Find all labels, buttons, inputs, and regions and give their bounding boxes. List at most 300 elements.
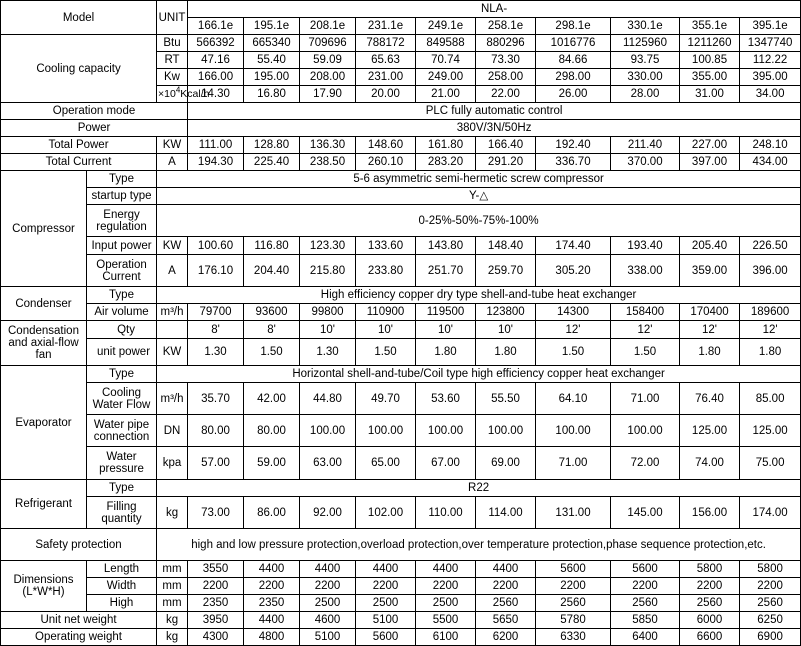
value-cell: 195.00 — [244, 69, 300, 86]
value-cell: 14300 — [536, 304, 611, 321]
value-cell: 100.85 — [680, 52, 740, 69]
value-cell: 193.40 — [611, 237, 680, 255]
compressor-input-row — [1, 237, 801, 255]
value-cell: 22.00 — [476, 86, 536, 103]
value-cell: 2200 — [416, 578, 476, 595]
compressor-current-row — [1, 255, 801, 287]
unit-cell: A — [157, 154, 188, 171]
value-cell: 5100 — [356, 612, 416, 629]
value-cell: 4400 — [300, 561, 356, 578]
value-cell: 709696 — [300, 35, 356, 52]
value-cell: 5600 — [536, 561, 611, 578]
value-cell: 5780 — [536, 612, 611, 629]
value-cell: 31.00 — [680, 86, 740, 103]
value-cell: 174.40 — [536, 237, 611, 255]
net-weight-row — [1, 612, 801, 629]
total-current-label: Total Current — [1, 154, 157, 171]
value-cell: 34.00 — [740, 86, 801, 103]
value-cell: 35.70 — [188, 383, 244, 415]
value-cell: 6250 — [740, 612, 801, 629]
value-cell: 93600 — [244, 304, 300, 321]
value-cell: 161.80 — [416, 137, 476, 154]
value-cell: 566392 — [188, 35, 244, 52]
compressor-startup-row — [1, 188, 801, 205]
model-cell: 195.1e — [244, 18, 300, 35]
operating-weight-row — [1, 629, 801, 646]
value-cell: 2500 — [356, 595, 416, 612]
water-pressure-label: Water pressure — [87, 447, 157, 480]
value-cell: 338.00 — [611, 255, 680, 287]
cooling-btu-row — [1, 35, 801, 52]
length-label: Length — [87, 561, 157, 578]
value-cell: 176.10 — [188, 255, 244, 287]
value-cell: 2200 — [356, 578, 416, 595]
value-cell: 370.00 — [611, 154, 680, 171]
value-cell: 53.60 — [416, 383, 476, 415]
value-cell: 5850 — [611, 612, 680, 629]
value-cell: 166.40 — [476, 137, 536, 154]
value-cell: 248.10 — [740, 137, 801, 154]
operation-current-label: Operation Current — [87, 255, 157, 287]
value-cell: 397.00 — [680, 154, 740, 171]
condenser-air-row — [1, 304, 801, 321]
value-cell: 156.00 — [680, 497, 740, 529]
value-cell: 6400 — [611, 629, 680, 646]
value-cell: 6000 — [680, 612, 740, 629]
fan-power-row — [1, 339, 801, 366]
value-cell: 3950 — [188, 612, 244, 629]
value-cell: 2200 — [476, 578, 536, 595]
value-cell: 211.40 — [611, 137, 680, 154]
value-cell: 2560 — [680, 595, 740, 612]
value-cell: 5800 — [740, 561, 801, 578]
unit-header: UNIT — [157, 1, 188, 35]
refrigerant-type-value: R22 — [157, 480, 801, 497]
unit-cell: m³/h — [157, 383, 188, 415]
value-cell: 4400 — [476, 561, 536, 578]
series-name: NLA- — [188, 1, 801, 18]
power-row — [1, 120, 801, 137]
value-cell: 1.80 — [416, 339, 476, 366]
value-cell: 231.00 — [356, 69, 416, 86]
value-cell: 5500 — [416, 612, 476, 629]
model-cell: 395.1e — [740, 18, 801, 35]
value-cell: 2200 — [300, 578, 356, 595]
value-cell: 59.00 — [244, 447, 300, 480]
value-cell: 67.00 — [416, 447, 476, 480]
value-cell: 2200 — [536, 578, 611, 595]
value-cell: 72.00 — [611, 447, 680, 480]
value-cell: 93.75 — [611, 52, 680, 69]
evaporator-type-row — [1, 366, 801, 383]
model-cell: 208.1e — [300, 18, 356, 35]
fan-label: Condensation and axial-flow fan — [1, 321, 87, 366]
compressor-type-value: 5-6 asymmetric semi-hermetic screw compressor — [157, 171, 801, 188]
value-cell: 260.10 — [356, 154, 416, 171]
air-volume-label: Air volume — [87, 304, 157, 321]
value-cell: 227.00 — [680, 137, 740, 154]
value-cell: 305.20 — [536, 255, 611, 287]
condenser-type-label: Type — [87, 287, 157, 304]
safety-value: high and low pressure protection,overload protection,over temperature protection,phase sequence protection,etc. — [157, 529, 801, 561]
value-cell: 2560 — [536, 595, 611, 612]
unit-cell: KW — [157, 237, 188, 255]
value-cell: 298.00 — [536, 69, 611, 86]
fan-power-label: unit power — [87, 339, 157, 366]
value-cell: 4400 — [416, 561, 476, 578]
kcal-unit-sup: 4 — [175, 85, 181, 95]
value-cell: 20.00 — [356, 86, 416, 103]
value-cell: 291.20 — [476, 154, 536, 171]
model-cell: 298.1e — [536, 18, 611, 35]
refrigerant-type-row — [1, 480, 801, 497]
value-cell: 166.00 — [188, 69, 244, 86]
filling-quantity-label: Filling quantity — [87, 497, 157, 529]
value-cell: 4300 — [188, 629, 244, 646]
value-cell: 2500 — [300, 595, 356, 612]
value-cell: 4400 — [356, 561, 416, 578]
value-cell: 1.50 — [356, 339, 416, 366]
value-cell: 74.00 — [680, 447, 740, 480]
model-cell: 166.1e — [188, 18, 244, 35]
value-cell: 4400 — [244, 612, 300, 629]
value-cell: 12' — [680, 321, 740, 339]
value-cell: 123.30 — [300, 237, 356, 255]
value-cell: 57.00 — [188, 447, 244, 480]
value-cell: 174.00 — [740, 497, 801, 529]
value-cell: 128.80 — [244, 137, 300, 154]
unit-cell: DN — [157, 415, 188, 447]
value-cell: 1125960 — [611, 35, 680, 52]
value-cell: 4400 — [244, 561, 300, 578]
value-cell: 238.50 — [300, 154, 356, 171]
value-cell: 26.00 — [536, 86, 611, 103]
unit-cell: Btu — [157, 35, 188, 52]
dimensions-label: Dimensions (L*W*H) — [1, 561, 87, 612]
unit-cell: A — [157, 255, 188, 287]
value-cell: 1.30 — [188, 339, 244, 366]
evaporator-type-label: Type — [87, 366, 157, 383]
value-cell: 64.10 — [536, 383, 611, 415]
cooling-label: Cooling capacity — [1, 35, 157, 103]
unit-cell: KW — [157, 339, 188, 366]
value-cell: 71.00 — [611, 383, 680, 415]
value-cell: 148.40 — [476, 237, 536, 255]
value-cell: 2560 — [740, 595, 801, 612]
value-cell: 2560 — [476, 595, 536, 612]
dimensions-width-row — [1, 578, 801, 595]
value-cell: 6600 — [680, 629, 740, 646]
condenser-label: Condenser — [1, 287, 87, 321]
value-cell: 1.50 — [536, 339, 611, 366]
value-cell: 10' — [476, 321, 536, 339]
value-cell: 84.66 — [536, 52, 611, 69]
value-cell: 10' — [356, 321, 416, 339]
value-cell: 14.30 — [188, 86, 244, 103]
value-cell: 1016776 — [536, 35, 611, 52]
value-cell: 2500 — [416, 595, 476, 612]
unit-cell: Kw — [157, 69, 188, 86]
operating-weight-label: Operating weight — [1, 629, 157, 646]
value-cell: 73.00 — [188, 497, 244, 529]
value-cell: 1.80 — [680, 339, 740, 366]
value-cell: 100.00 — [536, 415, 611, 447]
value-cell: 55.40 — [244, 52, 300, 69]
value-cell: 2200 — [188, 578, 244, 595]
unit-cell: kg — [157, 629, 188, 646]
model-header: Model — [1, 1, 157, 35]
value-cell: 10' — [416, 321, 476, 339]
value-cell: 125.00 — [740, 415, 801, 447]
value-cell: 355.00 — [680, 69, 740, 86]
value-cell: 225.40 — [244, 154, 300, 171]
value-cell: 2200 — [611, 578, 680, 595]
refrigerant-fill-row — [1, 497, 801, 529]
value-cell: 434.00 — [740, 154, 801, 171]
value-cell: 283.20 — [416, 154, 476, 171]
value-cell: 100.00 — [611, 415, 680, 447]
kcal-unit-post: Kcal/h — [180, 88, 210, 100]
value-cell: 16.80 — [244, 86, 300, 103]
value-cell: 80.00 — [188, 415, 244, 447]
unit-cell: kpa — [157, 447, 188, 480]
net-weight-label: Unit net weight — [1, 612, 157, 629]
value-cell: 204.40 — [244, 255, 300, 287]
value-cell: 249.00 — [416, 69, 476, 86]
power-value: 380V/3N/50Hz — [188, 120, 801, 137]
model-cell: 258.1e — [476, 18, 536, 35]
value-cell: 3550 — [188, 561, 244, 578]
value-cell: 143.80 — [416, 237, 476, 255]
value-cell: 47.16 — [188, 52, 244, 69]
unit-cell: kg — [157, 497, 188, 529]
value-cell: 112.22 — [740, 52, 801, 69]
value-cell: 10' — [300, 321, 356, 339]
value-cell: 63.00 — [300, 447, 356, 480]
fan-qty-row — [1, 321, 801, 339]
unit-cell: mm — [157, 595, 188, 612]
value-cell: 12' — [740, 321, 801, 339]
value-cell: 189600 — [740, 304, 801, 321]
value-cell: 70.74 — [416, 52, 476, 69]
value-cell: 100.00 — [300, 415, 356, 447]
input-power-label: Input power — [87, 237, 157, 255]
value-cell: 849588 — [416, 35, 476, 52]
value-cell: 215.80 — [300, 255, 356, 287]
value-cell: 2200 — [740, 578, 801, 595]
value-cell: 17.90 — [300, 86, 356, 103]
value-cell: 8' — [188, 321, 244, 339]
header-row — [1, 1, 801, 18]
evaporator-flow-row — [1, 383, 801, 415]
operation-row — [1, 103, 801, 120]
value-cell: 65.00 — [356, 447, 416, 480]
value-cell: 880296 — [476, 35, 536, 52]
energy-regulation-label: Energy regulation — [87, 205, 157, 237]
value-cell: 395.00 — [740, 69, 801, 86]
compressor-energy-row — [1, 205, 801, 237]
value-cell: 76.40 — [680, 383, 740, 415]
evaporator-label: Evaporator — [1, 366, 87, 480]
operation-label: Operation mode — [1, 103, 188, 120]
value-cell: 75.00 — [740, 447, 801, 480]
dimensions-high-row — [1, 595, 801, 612]
value-cell: 100.00 — [476, 415, 536, 447]
value-cell: 4600 — [300, 612, 356, 629]
value-cell: 21.00 — [416, 86, 476, 103]
model-cell: 355.1e — [680, 18, 740, 35]
value-cell: 12' — [611, 321, 680, 339]
evaporator-type-value: Horizontal shell-and-tube/Coil type high efficiency copper heat exchanger — [157, 366, 801, 383]
fan-qty-label: Qty — [87, 321, 157, 339]
condenser-type-row — [1, 287, 801, 304]
power-label: Power — [1, 120, 188, 137]
value-cell: 110.00 — [416, 497, 476, 529]
value-cell: 42.00 — [244, 383, 300, 415]
value-cell: 336.70 — [536, 154, 611, 171]
value-cell: 65.63 — [356, 52, 416, 69]
value-cell: 148.60 — [356, 137, 416, 154]
value-cell: 205.40 — [680, 237, 740, 255]
value-cell: 92.00 — [300, 497, 356, 529]
unit-cell: RT — [157, 52, 188, 69]
value-cell: 44.80 — [300, 383, 356, 415]
startup-type-label: startup type — [87, 188, 157, 205]
energy-regulation-value: 0-25%-50%-75%-100% — [157, 205, 801, 237]
value-cell: 119500 — [416, 304, 476, 321]
model-cell: 231.1e — [356, 18, 416, 35]
value-cell: 125.00 — [680, 415, 740, 447]
value-cell: 28.00 — [611, 86, 680, 103]
value-cell: 226.50 — [740, 237, 801, 255]
value-cell: 4800 — [244, 629, 300, 646]
value-cell: 6900 — [740, 629, 801, 646]
value-cell: 12' — [536, 321, 611, 339]
compressor-label: Compressor — [1, 171, 87, 287]
value-cell: 2350 — [244, 595, 300, 612]
value-cell: 251.70 — [416, 255, 476, 287]
value-cell: 100.60 — [188, 237, 244, 255]
model-cell: 330.1e — [611, 18, 680, 35]
value-cell: 85.00 — [740, 383, 801, 415]
value-cell: 1.50 — [611, 339, 680, 366]
value-cell: 192.40 — [536, 137, 611, 154]
value-cell: 330.00 — [611, 69, 680, 86]
value-cell: 6200 — [476, 629, 536, 646]
safety-row — [1, 529, 801, 561]
value-cell: 1347740 — [740, 35, 801, 52]
value-cell: 5800 — [680, 561, 740, 578]
value-cell: 145.00 — [611, 497, 680, 529]
water-pipe-label: Water pipe connection — [87, 415, 157, 447]
startup-type-value: Y-△ — [157, 188, 801, 205]
value-cell: 259.70 — [476, 255, 536, 287]
value-cell: 136.30 — [300, 137, 356, 154]
value-cell: 110900 — [356, 304, 416, 321]
model-cell: 249.1e — [416, 18, 476, 35]
value-cell: 2560 — [611, 595, 680, 612]
value-cell: 158400 — [611, 304, 680, 321]
value-cell: 123800 — [476, 304, 536, 321]
width-label: Width — [87, 578, 157, 595]
value-cell: 5100 — [300, 629, 356, 646]
unit-cell: m³/h — [157, 304, 188, 321]
value-cell: 99800 — [300, 304, 356, 321]
refrigerant-label: Refrigerant — [1, 480, 87, 529]
value-cell: 131.00 — [536, 497, 611, 529]
value-cell: 114.00 — [476, 497, 536, 529]
value-cell: 233.80 — [356, 255, 416, 287]
value-cell: 1211260 — [680, 35, 740, 52]
value-cell: 55.50 — [476, 383, 536, 415]
value-cell: 80.00 — [244, 415, 300, 447]
refrigerant-type-label: Type — [87, 480, 157, 497]
value-cell: 2200 — [680, 578, 740, 595]
value-cell: 170400 — [680, 304, 740, 321]
value-cell: 1.80 — [476, 339, 536, 366]
kcal-unit-pre: ×10 — [158, 88, 176, 100]
value-cell: 6330 — [536, 629, 611, 646]
unit-cell: mm — [157, 561, 188, 578]
high-label: High — [87, 595, 157, 612]
total-power-row — [1, 137, 801, 154]
value-cell: 1.50 — [244, 339, 300, 366]
evaporator-pipe-row — [1, 415, 801, 447]
value-cell: 359.00 — [680, 255, 740, 287]
value-cell: 69.00 — [476, 447, 536, 480]
value-cell: 100.00 — [416, 415, 476, 447]
value-cell: 258.00 — [476, 69, 536, 86]
value-cell: 111.00 — [188, 137, 244, 154]
value-cell: 396.00 — [740, 255, 801, 287]
value-cell: 79700 — [188, 304, 244, 321]
value-cell: 59.09 — [300, 52, 356, 69]
operation-value: PLC fully automatic control — [188, 103, 801, 120]
value-cell: 86.00 — [244, 497, 300, 529]
unit-cell: kg — [157, 612, 188, 629]
value-cell: 194.30 — [188, 154, 244, 171]
unit-cell: mm — [157, 578, 188, 595]
value-cell: 5650 — [476, 612, 536, 629]
cooling-water-flow-label: Cooling Water Flow — [87, 383, 157, 415]
value-cell: 1.30 — [300, 339, 356, 366]
total-current-row — [1, 154, 801, 171]
total-power-label: Total Power — [1, 137, 157, 154]
value-cell: 116.80 — [244, 237, 300, 255]
value-cell: 100.00 — [356, 415, 416, 447]
value-cell: 5600 — [611, 561, 680, 578]
value-cell: 2200 — [244, 578, 300, 595]
value-cell: 665340 — [244, 35, 300, 52]
value-cell: 102.00 — [356, 497, 416, 529]
value-cell: 8' — [244, 321, 300, 339]
condenser-type-value: High efficiency copper dry type shell-and-tube heat exchanger — [157, 287, 801, 304]
value-cell: 73.30 — [476, 52, 536, 69]
value-cell: 788172 — [356, 35, 416, 52]
unit-cell — [157, 85, 210, 103]
value-cell: 208.00 — [300, 69, 356, 86]
value-cell: 2350 — [188, 595, 244, 612]
dimensions-length-row — [1, 561, 801, 578]
unit-cell: KW — [157, 137, 188, 154]
safety-label: Safety protection — [1, 529, 157, 561]
value-cell: 49.70 — [356, 383, 416, 415]
value-cell: 6100 — [416, 629, 476, 646]
compressor-type-row — [1, 171, 801, 188]
unit-cell — [157, 321, 188, 339]
compressor-type-label: Type — [87, 171, 157, 188]
value-cell: 1.80 — [740, 339, 801, 366]
